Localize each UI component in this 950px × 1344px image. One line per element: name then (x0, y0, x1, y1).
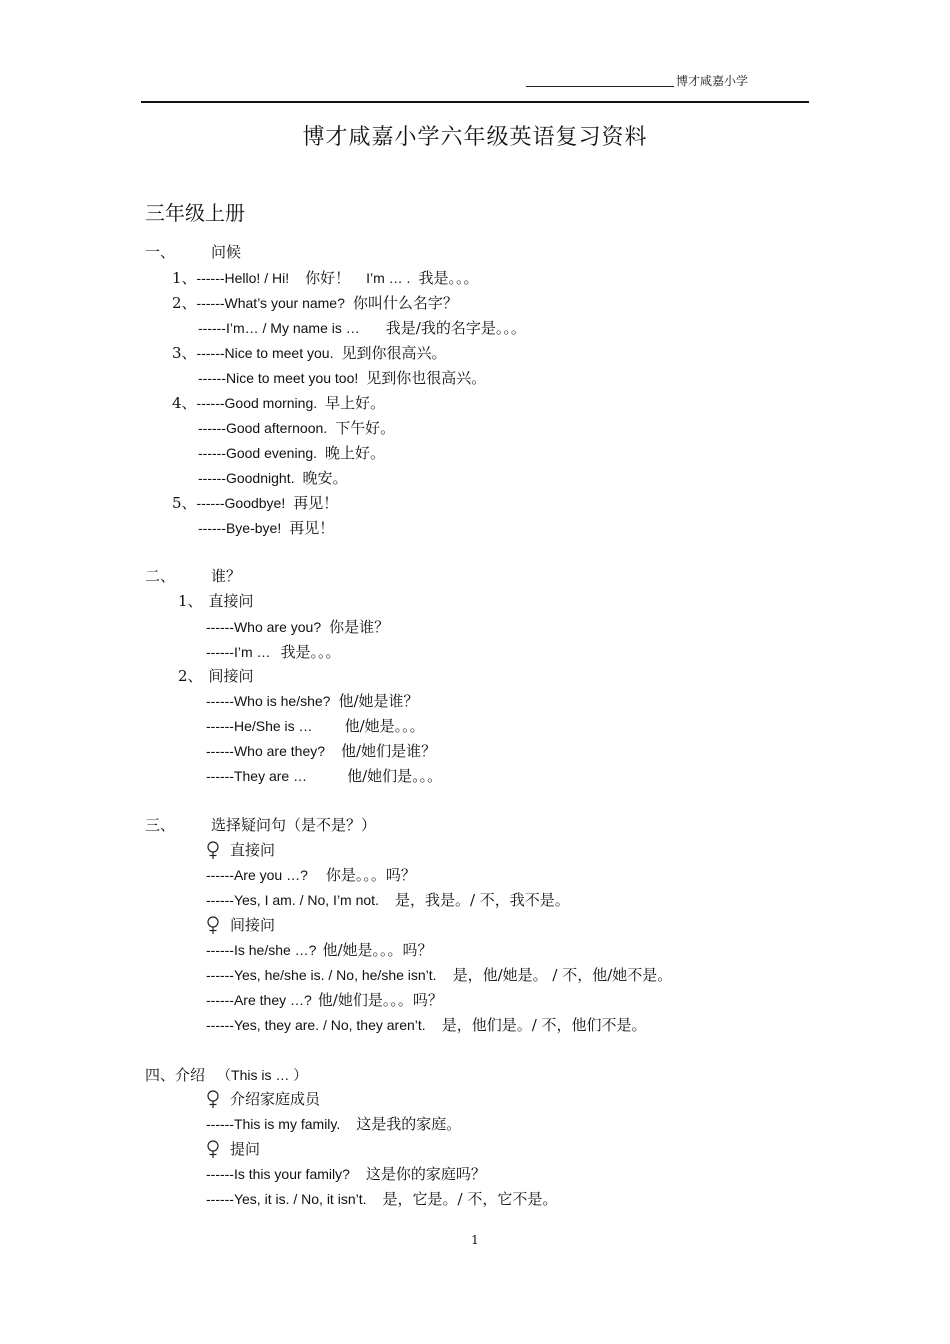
chinese-meaning: 你好！ (305, 269, 351, 287)
section-3-heading (145, 815, 376, 835)
chinese-meaning: 早上好。 (325, 394, 386, 412)
english-phrase: ------Goodnight. (198, 470, 295, 486)
document-title: 博才咸嘉小学六年级英语复习资料 (302, 125, 648, 150)
section-1-heading (145, 242, 241, 262)
section-title: 四、介绍 (145, 1066, 206, 1084)
subsection-heading (178, 591, 254, 611)
english-phrase: ------What’s your name? (196, 295, 345, 311)
subsection-heading (206, 1089, 320, 1109)
greeting-line (198, 368, 486, 388)
item-number: 2、 (172, 294, 197, 312)
english-phrase: ------Are they …? (206, 992, 312, 1008)
english-phrase: ------I’m… / My name is … (198, 320, 360, 336)
greeting-line (198, 443, 385, 463)
chinese-meaning: 你叫什么名字？ (352, 294, 458, 312)
chinese-meaning: 我是。。。 (418, 269, 479, 287)
dialogue-line (206, 865, 416, 885)
dialogue-line (206, 766, 442, 786)
dialogue-line (206, 890, 570, 910)
chinese-meaning: 再见！ (289, 519, 335, 537)
english-phrase: ------Good afternoon. (198, 420, 328, 436)
section-title: 选择疑问句（是不是？） (211, 816, 377, 834)
section-number: 一、 (145, 243, 176, 261)
english-phrase: I’m … . (366, 270, 411, 286)
english-phrase: ------Bye-bye! (198, 520, 282, 536)
dialogue-line (206, 940, 433, 960)
subsection-heading (206, 840, 275, 860)
chinese-meaning: 他/她们是。。。吗？ (317, 991, 443, 1009)
subsection-title: 间接问 (230, 916, 276, 934)
section-title: 问候 (211, 243, 242, 261)
greeting-line (198, 318, 526, 338)
dialogue-line (206, 642, 341, 662)
chinese-meaning: 见到你很高兴。 (341, 344, 447, 362)
subsection-title: 提问 (230, 1140, 261, 1158)
english-phrase: ------Goodbye! (196, 495, 286, 511)
greeting-line (172, 268, 478, 288)
chinese-meaning: 是，他/她是。 / 不，他/她不是。 (452, 966, 673, 984)
chinese-meaning: 他/她们是谁？ (341, 742, 437, 760)
grade-heading: 三年级上册 (145, 201, 245, 225)
english-phrase: ------Yes, they are. / No, they aren’t. (206, 1017, 426, 1033)
chinese-meaning: 是，我是。/ 不，我不是。 (394, 891, 570, 909)
english-phrase: ------Who is he/she? (206, 693, 331, 709)
subsection-title: 直接问 (230, 841, 276, 859)
subsection-heading (178, 666, 254, 686)
dialogue-line (206, 1164, 486, 1184)
english-phrase: ------Yes, he/she is. / No, he/she isn’t. (206, 967, 437, 983)
dialogue-line (206, 1114, 461, 1134)
english-phrase: ------Yes, I am. / No, I’m not. (206, 892, 379, 908)
english-phrase: ------Who are they? (206, 743, 326, 759)
section-title: 谁？ (211, 567, 242, 585)
subsection-title: 间接问 (208, 667, 254, 685)
dialogue-line (206, 965, 672, 985)
female-symbol-icon (206, 1139, 220, 1159)
chinese-meaning: 我是/我的名字是。。。 (385, 319, 526, 337)
dialogue-line (206, 617, 389, 637)
chinese-meaning: 这是你的家庭吗？ (365, 1165, 486, 1183)
english-phrase: ------Good evening. (198, 445, 318, 461)
female-symbol-icon (206, 840, 220, 860)
chinese-meaning: 他/她是。。。 (344, 717, 425, 735)
header-rule (141, 101, 809, 103)
item-number: 4、 (172, 394, 197, 412)
greeting-line (172, 393, 385, 413)
english-phrase: ------Hello! / Hi! (196, 270, 290, 286)
female-symbol-icon (206, 1089, 220, 1109)
dialogue-line (206, 990, 443, 1010)
chinese-meaning: 他/她们是。。。 (347, 767, 443, 785)
chinese-meaning: 下午好。 (335, 419, 396, 437)
page-number: 1 (471, 1233, 479, 1247)
chinese-meaning: 再见！ (293, 494, 339, 512)
english-phrase: ------This is my family. (206, 1116, 341, 1132)
english-phrase: ------I’m … (206, 644, 271, 660)
chinese-meaning: 这是我的家庭。 (356, 1115, 462, 1133)
greeting-line (172, 293, 458, 313)
subsection-title: 直接问 (208, 592, 254, 610)
female-symbol-icon (206, 915, 220, 935)
dialogue-line (206, 691, 419, 711)
chinese-meaning: 他/她是谁？ (338, 692, 419, 710)
chinese-meaning: 我是。。。 (280, 643, 341, 661)
section-2-heading (145, 566, 241, 586)
subsection-heading (206, 915, 275, 935)
dialogue-line (206, 1189, 557, 1209)
section-number: 二、 (145, 567, 176, 585)
greeting-line (172, 493, 338, 513)
item-number: 1、 (178, 592, 203, 610)
item-number: 3、 (172, 344, 197, 362)
greeting-line (198, 518, 334, 538)
greeting-line (198, 418, 395, 438)
dialogue-line (206, 741, 436, 761)
chinese-meaning: 晚上好。 (325, 444, 386, 462)
english-phrase: ------Good morning. (196, 395, 318, 411)
english-phrase: ------Nice to meet you. (196, 345, 334, 361)
header-blank-line (526, 86, 674, 87)
subsection-heading (206, 1139, 260, 1159)
chinese-meaning: 晚安。 (302, 469, 348, 487)
item-number: 5、 (172, 494, 197, 512)
chinese-meaning: 他/她是。。。吗？ (322, 941, 433, 959)
english-phrase: ------Is he/she …? (206, 942, 317, 958)
item-number: 2、 (178, 667, 203, 685)
english-phrase: ------Is this your family? (206, 1166, 350, 1182)
dialogue-line (206, 1015, 647, 1035)
dialogue-line (206, 716, 425, 736)
chinese-meaning: 是，他们是。/ 不，他们不是。 (441, 1016, 647, 1034)
header-school-name: 博才咸嘉小学 (676, 74, 749, 88)
section-number: 三、 (145, 816, 176, 834)
section-4-heading (145, 1065, 307, 1085)
english-phrase: ------Who are you? (206, 619, 322, 635)
item-number: 1、 (172, 269, 197, 287)
english-phrase: ------He/She is … (206, 718, 313, 734)
greeting-line (172, 343, 446, 363)
section-title-note: （This is … ） (217, 1067, 308, 1083)
english-phrase: ------Nice to meet you too! (198, 370, 359, 386)
english-phrase: ------They are … (206, 768, 308, 784)
chinese-meaning: 见到你也很高兴。 (366, 369, 487, 387)
subsection-title: 介绍家庭成员 (230, 1090, 321, 1108)
chinese-meaning: 你是。。。吗？ (325, 866, 416, 884)
greeting-line (198, 468, 347, 488)
chinese-meaning: 是，它是。/ 不，它不是。 (382, 1190, 558, 1208)
english-phrase: ------Yes, it is. / No, it isn’t. (206, 1191, 367, 1207)
english-phrase: ------Are you …? (206, 867, 308, 883)
chinese-meaning: 你是谁？ (329, 618, 390, 636)
